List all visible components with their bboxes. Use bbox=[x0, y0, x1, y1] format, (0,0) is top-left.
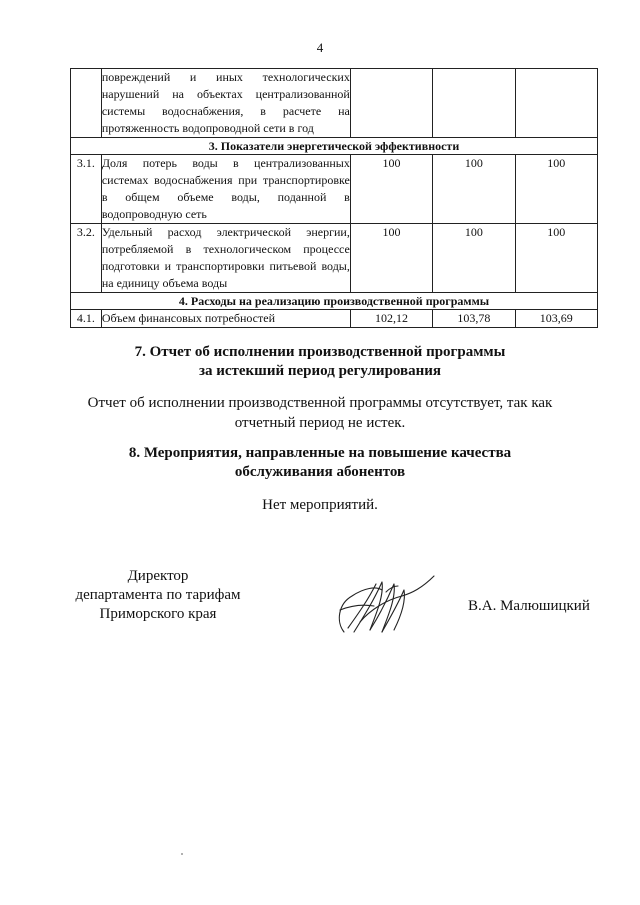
value-cell bbox=[515, 69, 597, 138]
row-number: 3.2. bbox=[71, 224, 102, 293]
table-row bbox=[71, 310, 598, 328]
row-number bbox=[71, 69, 102, 138]
section8-title-line1: 8. Мероприятия, направленные на повышение качества bbox=[128, 445, 512, 461]
value-cell bbox=[433, 69, 515, 138]
value-cell: 100 bbox=[433, 155, 515, 224]
indicators-table bbox=[70, 68, 598, 328]
value-cell: 100 bbox=[350, 155, 432, 224]
value-cell: 100 bbox=[433, 224, 515, 293]
section7-title-line2: за истекший период регулирования bbox=[198, 363, 442, 379]
row-description: Удельный расход электрической энергии, потребляемой в технологическом процессе подготовки и транспортировки питьевой воды, на единицу объема воды bbox=[101, 224, 350, 293]
row-number: 4.1. bbox=[71, 310, 102, 328]
position-line1: Директор bbox=[127, 568, 189, 584]
value-cell bbox=[350, 69, 432, 138]
section8-text: Нет мероприятий. bbox=[262, 497, 378, 513]
section8-title-line2: обслуживания абонентов bbox=[234, 464, 406, 480]
value-cell: 100 bbox=[515, 224, 597, 293]
value-cell: 103,78 bbox=[433, 310, 515, 328]
section-row bbox=[71, 293, 598, 310]
row-number: 3.1. bbox=[71, 155, 102, 224]
value-cell: 100 bbox=[515, 155, 597, 224]
row-description: Доля потерь воды в централизованных системах водоснабжения при транспортировке в общем объеме воды, поданной в водопроводную сеть bbox=[101, 155, 350, 224]
signatory-name: В.А. Малюшицкий bbox=[468, 598, 590, 614]
section7-text-line2: отчетный период не истек. bbox=[234, 415, 406, 431]
section8-title bbox=[0, 444, 640, 482]
page-number: 4 bbox=[316, 40, 324, 55]
section7-title bbox=[0, 343, 640, 381]
handwritten-signature bbox=[330, 570, 440, 650]
section-title: 4. Расходы на реализацию производственной программы bbox=[71, 293, 598, 310]
position-line3: Приморского края bbox=[99, 606, 217, 622]
row-description: Объем финансовых потребностей bbox=[101, 310, 350, 328]
value-cell: 103,69 bbox=[515, 310, 597, 328]
value-cell: 102,12 bbox=[350, 310, 432, 328]
table-row bbox=[71, 69, 598, 138]
table-row bbox=[71, 155, 598, 224]
section7-text-line1: Отчет об исполнении производственной программы отсутствует, так как bbox=[87, 395, 553, 411]
position-line2: департамента по тарифам bbox=[75, 587, 241, 603]
value-cell: 100 bbox=[350, 224, 432, 293]
row-description: повреждений и иных технологических нарушений на объектах централизованной системы водоснабжения, в расчете на протяженность водопроводной сети в год bbox=[101, 69, 350, 138]
signatory-position bbox=[58, 567, 258, 624]
section7-title-line1: 7. Отчет об исполнении производственной программы bbox=[134, 344, 506, 360]
scan-speck bbox=[181, 853, 183, 855]
table-row bbox=[71, 224, 598, 293]
section7-text bbox=[0, 393, 640, 433]
section-row bbox=[71, 138, 598, 155]
section-title: 3. Показатели энергетической эффективности bbox=[71, 138, 598, 155]
